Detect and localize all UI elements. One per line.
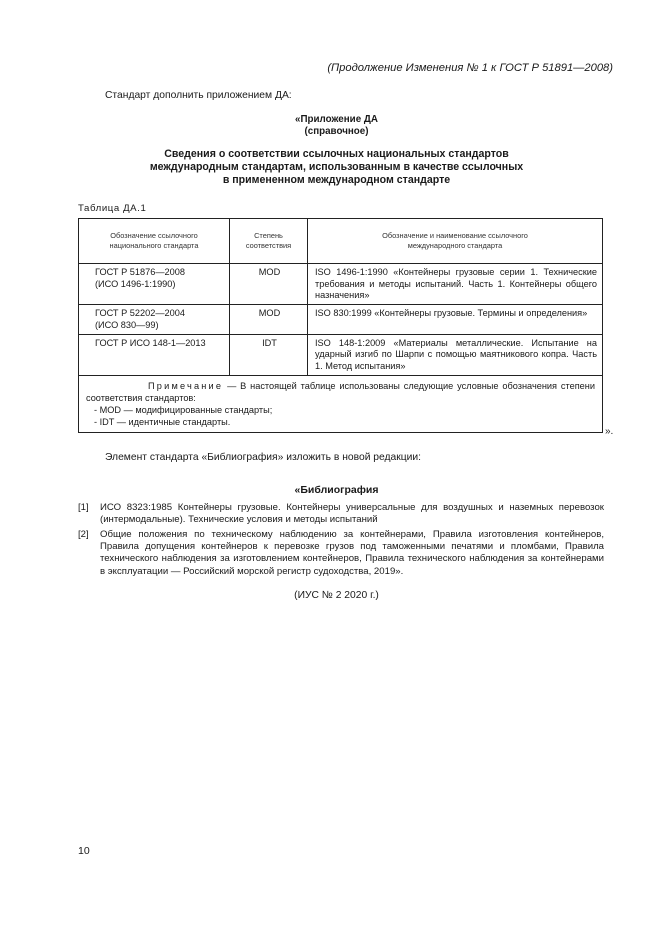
degree-cell: MOD [230, 305, 308, 334]
heading-line-2: международным стандартам, использованным в качестве ссылочных [149, 161, 524, 173]
appendix-title [60, 114, 613, 138]
bibliography-text: Общие положения по техническому наблюдению за контейнерами, Правила изготовления контейнеров, Правила допущения контейнеров к перевозке грузов под таможенными печатями и пломбами, Правила технического наблюдения за изготовлением контейнеров, Правила технического наблюдения за контейнерами в эксплуатации — Российский морской регистр судоходства, 2019». [100, 529, 604, 577]
heading-line-1: Сведения о соответствии ссылочных национальных стандартов [164, 148, 509, 160]
national-standard-cell [79, 334, 230, 375]
note-text: — В настоящей таблице использованы следующие условные обозначения степени соответствия стандартов: [86, 380, 595, 403]
page-number: 10 [78, 845, 90, 857]
international-standard-cell: ISO 830:1999 «Контейнеры грузовые. Термины и определения» [308, 305, 603, 334]
header-text: международного стандарта [407, 241, 503, 250]
header-text: Степень [254, 231, 283, 240]
correspondence-table [78, 218, 603, 433]
continuation-header: (Продолжение Изменения № 1 к ГОСТ Р 51891—2008) [327, 62, 613, 74]
appendix-title-line: «Приложение ДА [295, 114, 378, 125]
bibliography-text: ИСО 8323:1985 Контейнеры грузовые. Контейнеры универсальные для воздушных и наземных перевозок (интермодальные). Технические условия и методы испытаний [100, 502, 604, 526]
header-text: Обозначение и наименование ссылочного [382, 231, 528, 240]
international-standard-cell: ISO 148-1:2009 «Материалы металлические. Испытание на ударный изгиб по Шарпи с помощью маятникового копра. Часть 1. Метод испытания» [308, 334, 603, 375]
table-row [79, 305, 603, 334]
appendix-subtitle: (справочное) [304, 126, 369, 137]
header-international-standard [308, 219, 603, 264]
national-standard-cell [79, 305, 230, 334]
bibliography-number: [2] [78, 529, 89, 540]
international-standard-cell: ISO 1496-1:1990 «Контейнеры грузовые серии 1. Технические требования и методы испытаний. Часть 1. Контейнеры общего назначения» [308, 264, 603, 305]
table-label: Таблица ДА.1 [78, 203, 147, 214]
cell-text: ГОСТ Р ИСО 148-1—2013 [95, 337, 206, 348]
cell-text: ГОСТ Р 51876—2008 [95, 267, 185, 277]
degree-cell: MOD [230, 264, 308, 305]
table-note [79, 375, 603, 432]
table-row [79, 334, 603, 375]
header-national-standard [79, 219, 230, 264]
cell-text: (ИСО 830—99) [95, 319, 159, 330]
table-row [79, 264, 603, 305]
bibliography-number: [1] [78, 502, 89, 513]
element-instruction: Элемент стандарта «Библиография» изложить в новой редакции: [105, 452, 422, 463]
intro-text: Стандарт дополнить приложением ДА: [105, 90, 292, 101]
degree-cell: IDT [230, 334, 308, 375]
header-text: национального стандарта [109, 241, 199, 250]
heading-line-3: в примененном международном стандарте [222, 174, 451, 186]
note-paragraph [86, 380, 595, 404]
header-text: соответствия [245, 241, 292, 250]
table-note-row [79, 375, 603, 432]
national-standard-cell [79, 264, 230, 305]
ius-reference: (ИУС № 2 2020 г.) [294, 590, 379, 601]
header-degree [230, 219, 308, 264]
note-label: Примечание [148, 380, 224, 391]
cell-text: (ИСО 1496-1:1990) [95, 278, 176, 289]
note-item-mod: - MOD — модифицированные стандарты; [94, 404, 273, 415]
note-item-idt: - IDT — идентичные стандарты. [94, 416, 231, 427]
table-end-quote: ». [605, 426, 614, 437]
table-header-row [79, 219, 603, 264]
header-text: Обозначение ссылочного [110, 231, 198, 240]
appendix-heading [60, 148, 613, 187]
bibliography-item [78, 502, 604, 526]
cell-text: ГОСТ Р 52202—2004 [95, 308, 185, 319]
bibliography-item [78, 529, 604, 578]
bibliography-title: «Библиография [294, 484, 379, 496]
